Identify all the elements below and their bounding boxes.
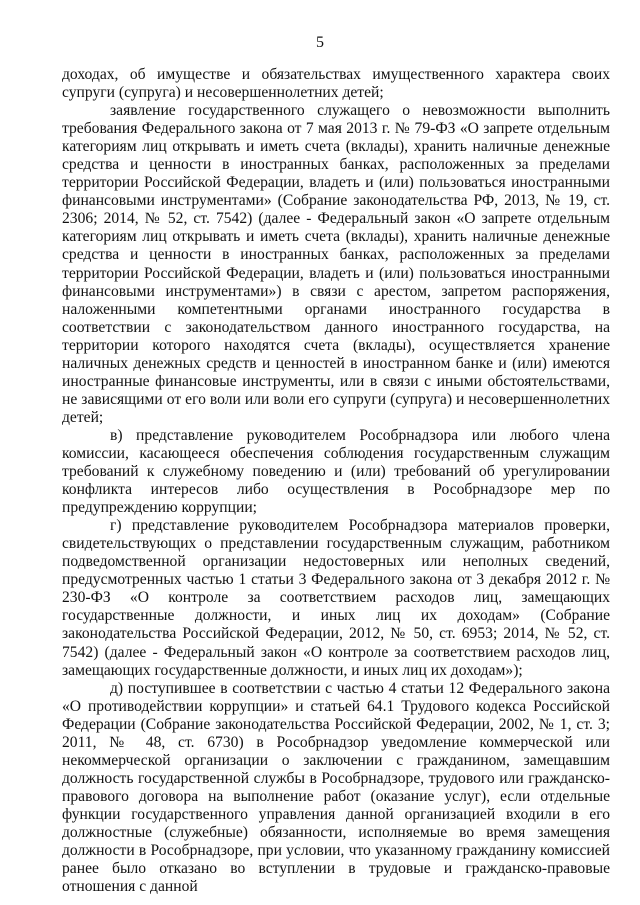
page-number: 5 bbox=[316, 34, 324, 51]
paragraph-item-v: в) представление руководителем Рособрнадзора или любого члена комиссии, касающееся обеспечения соблюдения государственным служащим требований к служебному поведению и (или) требований об урегулировании конфликта интересов либо осуществления в Рособрнадзоре мер по предупреждению коррупции; bbox=[62, 426, 610, 517]
paragraph-inability-statement: заявление государственного служащего о невозможности выполнить требования Федерального закона от 7 мая 2013 г. № 79-ФЗ «О запрете отдельным категориям лиц открывать и иметь счета (вклады), хранить наличные денежные средства и ценности в иностранных банках, расположенных за пределами территории Российской Федерации, владеть и (или) пользоваться иностранными финансовыми инструментами» (Собрание законодательства РФ, 2013, № 19, ст. 2306; 2014, № 52, ст. 7542) (далее - Федеральный закон «О запрете отдельным категориям лиц открывать и иметь счета (вклады), хранить наличные денежные средства и ценности в иностранных банках, расположенных за пределами территории Российской Федерации, владеть и (или) пользоваться иностранными финансовыми инструментами») в связи с арестом, запретом распоряжения, наложенными компетентными органами иностранного государства в соответствии с законодательством данного иностранного государства, на территории которого находятся счета (вклады), осуществляется хранение наличных денежных средств и ценностей в иностранном банке и (или) имеются иностранные финансовые инструменты, или в связи с иными обстоятельствами, не зависящими от его воли или воли его супруги (супруга) и несовершеннолетних детей; bbox=[62, 102, 610, 426]
paragraph-income-declaration-end: доходах, об имуществе и обязательствах имущественного характера своих супруги (супруга) и несовершеннолетних детей; bbox=[62, 66, 610, 102]
paragraph-item-d: д) поступившее в соответствии с частью 4 статьи 12 Федерального закона «О противодействии коррупции» и статьей 64.1 Трудового кодекса Российской Федерации (Собрание законодательства Российской Федерации, 2002, № 1, ст. 3; 2011, № 48, ст. 6730) в Рособрнадзор уведомление коммерческой или некоммерческой организации о заключении с гражданином, замещавшим должность государственной службы в Рособрнадзоре, трудового или гражданско-правового договора на выполнение работ (оказание услуг), если отдельные функции государственного управления данной организацией входили в его должностные (служебные) обязанности, исполняемые во время замещения должности в Рособрнадзоре, при условии, что указанному гражданину комиссией ранее было отказано во вступлении в трудовые и гражданско-правовые отношения с данной bbox=[62, 679, 610, 896]
document-body bbox=[62, 66, 610, 896]
paragraph-item-g: г) представление руководителем Рособрнадзора материалов проверки, свидетельствующих о представлении государственным служащим, работником подведомственной организации недостоверных или неполных сведений, предусмотренных частью 1 статьи 3 Федерального закона от 3 декабря 2012 г. № 230-ФЗ «О контроле за соответствием расходов лиц, замещающих государственные должности, и иных лиц их доходам» (Собрание законодательства Российской Федерации, 2012, № 50, ст. 6953; 2014, № 52, ст. 7542) (далее - Федеральный закон «О контроле за соответствием расходов лиц, замещающих государственные должности, и иных лиц их доходам»); bbox=[62, 517, 610, 679]
